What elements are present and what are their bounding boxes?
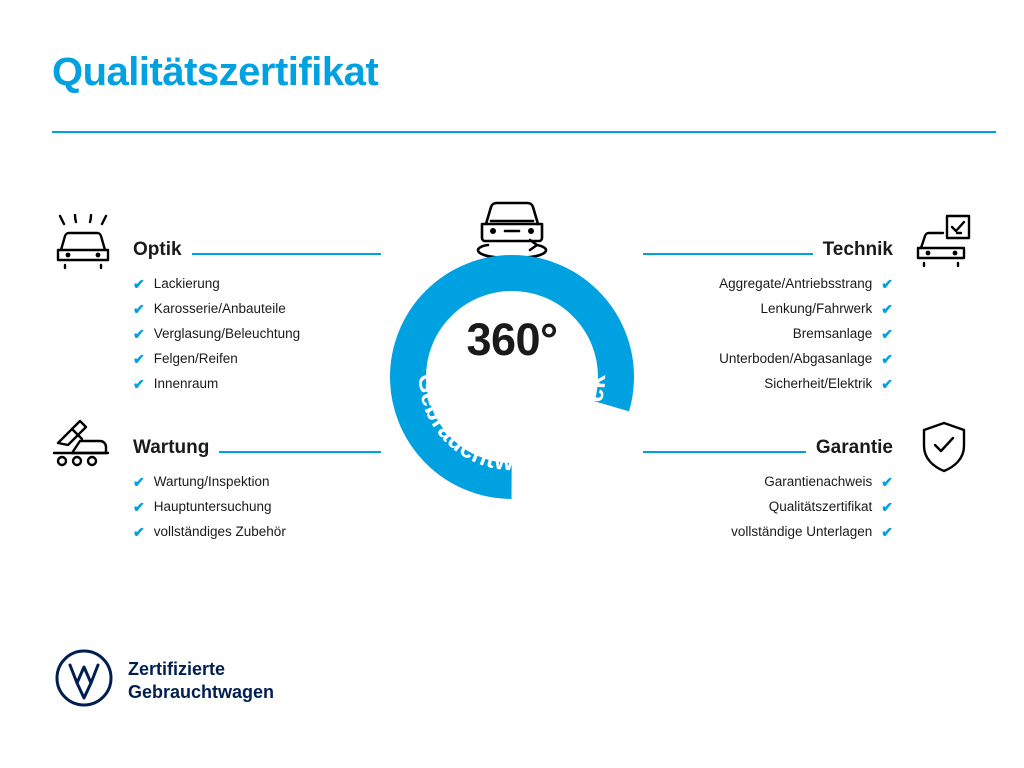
list-item-label: Sicherheit/Elektrik: [764, 376, 873, 392]
check-icon: ✔: [881, 376, 893, 392]
checklist-wartung: [133, 475, 381, 539]
list-item: [133, 327, 381, 341]
list-item: [133, 377, 381, 391]
brand-line-1: Zertifizierte: [128, 659, 226, 679]
list-item: [643, 475, 893, 489]
section-header: [133, 438, 381, 457]
check-icon: ✔: [133, 276, 145, 292]
list-item: [643, 525, 893, 539]
check-ring: [364, 254, 660, 500]
brand-line-2: Gebrauchtwagen: [128, 681, 275, 702]
ring-label: Gebrauchtwagen-Check: [412, 372, 612, 477]
section-divider: [192, 253, 381, 255]
check-icon: ✔: [881, 326, 893, 342]
list-item-label: vollständiges Zubehör: [153, 524, 286, 540]
list-item-label: Lenkung/Fahrwerk: [760, 301, 873, 317]
list-item-label: Lackierung: [153, 276, 220, 292]
check-icon: ✔: [881, 301, 893, 317]
list-item-label: Innenraum: [153, 376, 219, 392]
list-item-label: vollständige Unterlagen: [731, 524, 873, 540]
page-title: Qualitätszertifikat: [52, 50, 379, 94]
list-item-label: Qualitätszertifikat: [768, 499, 873, 515]
section-header: [133, 240, 381, 259]
check-icon: ✔: [881, 524, 893, 540]
list-item: [133, 525, 381, 539]
car-wash-icon: [52, 214, 114, 275]
shield-check-icon: [920, 420, 968, 479]
list-item: [643, 352, 893, 366]
list-item: [133, 277, 381, 291]
list-item: [133, 302, 381, 316]
checklist-optik: [133, 277, 381, 391]
list-item-label: Wartung/Inspektion: [153, 474, 270, 490]
list-item: [643, 500, 893, 514]
section-title-garantie: Garantie: [815, 437, 893, 458]
checklist-technik: [643, 277, 893, 391]
check-icon: ✔: [881, 351, 893, 367]
list-item: [133, 352, 381, 366]
list-item: [643, 277, 893, 291]
brand-text: [128, 658, 274, 703]
check-icon: ✔: [133, 376, 145, 392]
list-item-label: Felgen/Reifen: [153, 351, 238, 367]
check-icon: ✔: [881, 276, 893, 292]
check-icon: ✔: [133, 326, 145, 342]
section-wartung: [133, 438, 381, 555]
section-garantie: [643, 438, 893, 555]
section-optik: [133, 240, 381, 407]
section-header: [643, 438, 893, 457]
section-divider: [643, 451, 806, 453]
section-header: [643, 240, 893, 259]
checklist-garantie: [643, 475, 893, 539]
ring-value-360: 360°: [466, 314, 558, 365]
list-item-label: Hauptuntersuchung: [153, 499, 272, 515]
check-icon: ✔: [133, 524, 145, 540]
vw-logo: [54, 648, 114, 713]
check-icon: ✔: [881, 474, 893, 490]
list-item: [133, 500, 381, 514]
list-item: [133, 475, 381, 489]
list-item-label: Karosserie/Anbauteile: [153, 301, 286, 317]
list-item: [643, 377, 893, 391]
section-technik: [643, 240, 893, 407]
check-icon: ✔: [133, 301, 145, 317]
list-item-label: Verglasung/Beleuchtung: [153, 326, 301, 342]
list-item-label: Garantienachweis: [764, 474, 873, 490]
section-title-technik: Technik: [822, 239, 893, 260]
check-icon: ✔: [133, 474, 145, 490]
section-title-wartung: Wartung: [133, 437, 210, 458]
list-item-label: Aggregate/Antriebsstrang: [719, 276, 873, 292]
section-divider: [643, 253, 813, 255]
car-lift-service-icon: [50, 415, 116, 476]
section-title-optik: Optik: [133, 239, 182, 260]
list-item-label: Bremsanlage: [792, 326, 873, 342]
list-item-label: Unterboden/Abgasanlage: [719, 351, 873, 367]
list-item: [643, 302, 893, 316]
check-icon: ✔: [133, 351, 145, 367]
check-icon: ✔: [881, 499, 893, 515]
header-divider: [52, 131, 996, 133]
car-check-icon: [913, 214, 975, 275]
section-divider: [219, 451, 381, 453]
check-icon: ✔: [133, 499, 145, 515]
footer-brand: [54, 648, 274, 713]
center-graphic: [364, 190, 660, 500]
list-item: [643, 327, 893, 341]
